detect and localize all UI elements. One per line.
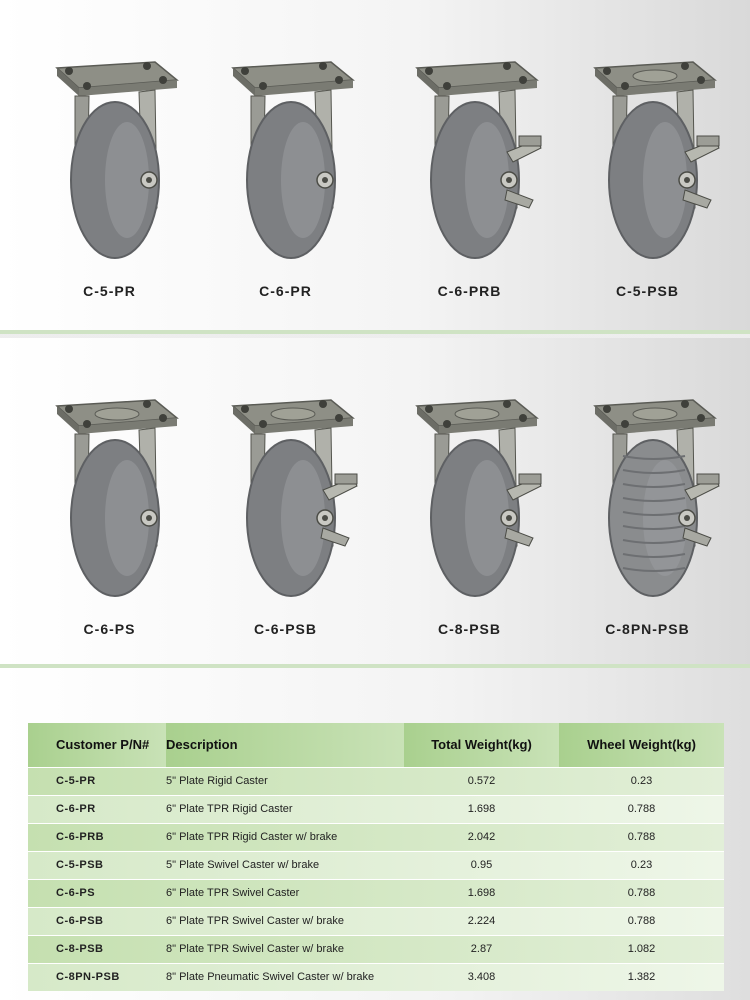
cell-total-weight: 3.408 [404,963,559,991]
cell-part-number: C-6-PR [28,795,166,823]
table-row [28,935,724,963]
cell-part-number: C-6-PRB [28,823,166,851]
cell-wheel-weight: 1.382 [559,963,724,991]
caster-illustration [573,378,723,608]
table-row [28,795,724,823]
cell-total-weight: 2.042 [404,823,559,851]
cell-total-weight: 1.698 [404,795,559,823]
product-part-label: C-8-PSB [437,621,501,637]
cell-part-number: C-6-PSB [28,907,166,935]
spec-table-body [28,767,724,991]
caster-illustration [211,378,361,608]
table-row [28,767,724,795]
cell-wheel-weight: 0.23 [559,767,724,795]
cell-total-weight: 0.572 [404,767,559,795]
cell-description: 8" Plate TPR Swivel Caster w/ brake [166,935,404,963]
product-card [560,378,735,648]
cell-wheel-weight: 0.788 [559,795,724,823]
cell-part-number: C-6-PS [28,879,166,907]
header-total-weight: Total Weight(kg) [404,723,559,767]
product-card [22,40,197,310]
cell-part-number: C-5-PR [28,767,166,795]
table-row [28,879,724,907]
cell-total-weight: 2.224 [404,907,559,935]
product-card [382,378,557,648]
caster-illustration [35,40,185,270]
caster-illustration [211,40,361,270]
product-part-label: C-6-PS [83,621,136,637]
caster-illustration [395,378,545,608]
header-customer-pn: Customer P/N# [28,723,166,767]
cell-wheel-weight: 0.788 [559,907,724,935]
cell-part-number: C-5-PSB [28,851,166,879]
caster-illustration [395,40,545,270]
cell-description: 6" Plate TPR Rigid Caster [166,795,404,823]
cell-part-number: C-8-PSB [28,935,166,963]
cell-description: 6" Plate TPR Rigid Caster w/ brake [166,823,404,851]
caster-illustration [573,40,723,270]
table-row [28,963,724,991]
cell-part-number: C-8PN-PSB [28,963,166,991]
cell-wheel-weight: 0.788 [559,879,724,907]
table-row [28,851,724,879]
product-part-label: C-5-PSB [615,283,679,299]
cell-description: 6" Plate TPR Swivel Caster w/ brake [166,907,404,935]
product-part-label: C-6-PSB [253,621,317,637]
cell-total-weight: 2.87 [404,935,559,963]
product-part-label: C-5-PR [83,283,136,299]
product-card [560,40,735,310]
product-card [382,40,557,310]
cell-description: 5" Plate Swivel Caster w/ brake [166,851,404,879]
product-part-label: C-6-PR [259,283,312,299]
cell-total-weight: 0.95 [404,851,559,879]
caster-illustration [35,378,185,608]
spec-table-header-row [28,723,724,767]
product-part-label: C-8PN-PSB [605,621,690,637]
cell-total-weight: 1.698 [404,879,559,907]
cell-description: 6" Plate TPR Swivel Caster [166,879,404,907]
product-card [22,378,197,648]
cell-wheel-weight: 0.23 [559,851,724,879]
product-card [198,378,373,648]
product-card [198,40,373,310]
header-wheel-weight: Wheel Weight(kg) [559,723,724,767]
cell-description: 5" Plate Rigid Caster [166,767,404,795]
divider-top [0,330,750,334]
header-description: Description [166,723,404,767]
table-row [28,823,724,851]
cell-wheel-weight: 1.082 [559,935,724,963]
cell-description: 8" Plate Pneumatic Swivel Caster w/ brake [166,963,404,991]
cell-wheel-weight: 0.788 [559,823,724,851]
product-part-label: C-6-PRB [437,283,502,299]
spec-table [28,723,724,991]
table-row [28,907,724,935]
